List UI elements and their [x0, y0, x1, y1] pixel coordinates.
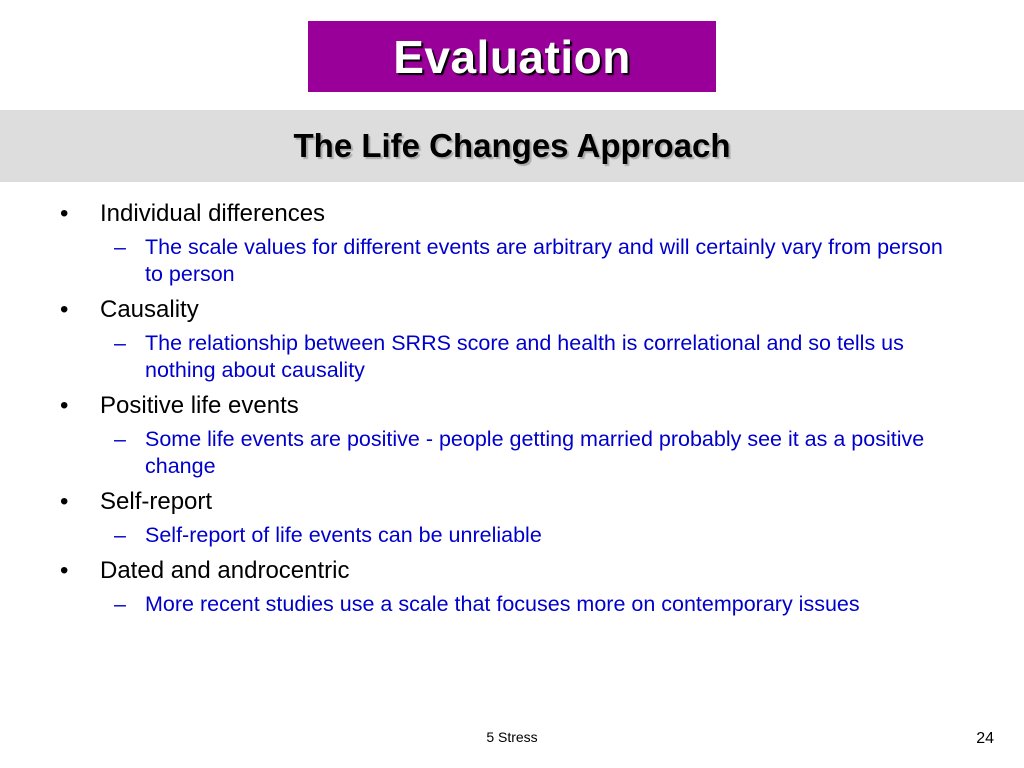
bullet-icon: • [60, 200, 69, 227]
bullet-heading: Causality [100, 296, 199, 323]
bullet-icon: • [60, 392, 69, 419]
bullet-point [0, 392, 1024, 420]
bullet-heading: Dated and androcentric [100, 557, 350, 584]
dash-icon: – [114, 592, 126, 616]
sub-point [0, 426, 1024, 480]
sub-point [0, 234, 1024, 288]
bullet-point [0, 296, 1024, 324]
slide-title: Evaluation [393, 30, 631, 83]
dash-icon: – [114, 331, 126, 355]
bullet-heading: Self-report [100, 488, 213, 515]
bullet-heading: Individual differences [100, 200, 326, 227]
bullet-heading: Positive life events [100, 392, 299, 419]
slide-title-box [308, 21, 716, 92]
bullet-point [0, 488, 1024, 516]
sub-point-text: The relationship between SRRS score and health is correlational and so tells us nothing about causality [145, 331, 904, 382]
subtitle-band [0, 110, 1024, 182]
bullet-icon: • [60, 488, 69, 515]
sub-point-text: Self-report of life events can be unreliable [145, 523, 542, 547]
bullet-point [0, 200, 1024, 228]
sub-point-text: The scale values for different events are arbitrary and will certainly vary from person to person [145, 235, 943, 286]
bullet-icon: • [60, 557, 69, 584]
dash-icon: – [114, 235, 126, 259]
page-number: 24 [976, 730, 994, 747]
sub-point-text: Some life events are positive - people getting married probably see it as a positive change [145, 427, 925, 478]
footer-label: 5 Stress [486, 729, 538, 745]
bullet-icon: • [60, 296, 69, 323]
bullet-list [0, 200, 1024, 626]
slide-subtitle: The Life Changes Approach [293, 127, 731, 164]
dash-icon: – [114, 523, 126, 547]
sub-point [0, 330, 1024, 384]
bullet-point [0, 557, 1024, 585]
dash-icon: – [114, 427, 126, 451]
sub-point-text: More recent studies use a scale that focuses more on contemporary issues [145, 592, 860, 616]
sub-point [0, 522, 1024, 549]
sub-point [0, 591, 1024, 618]
